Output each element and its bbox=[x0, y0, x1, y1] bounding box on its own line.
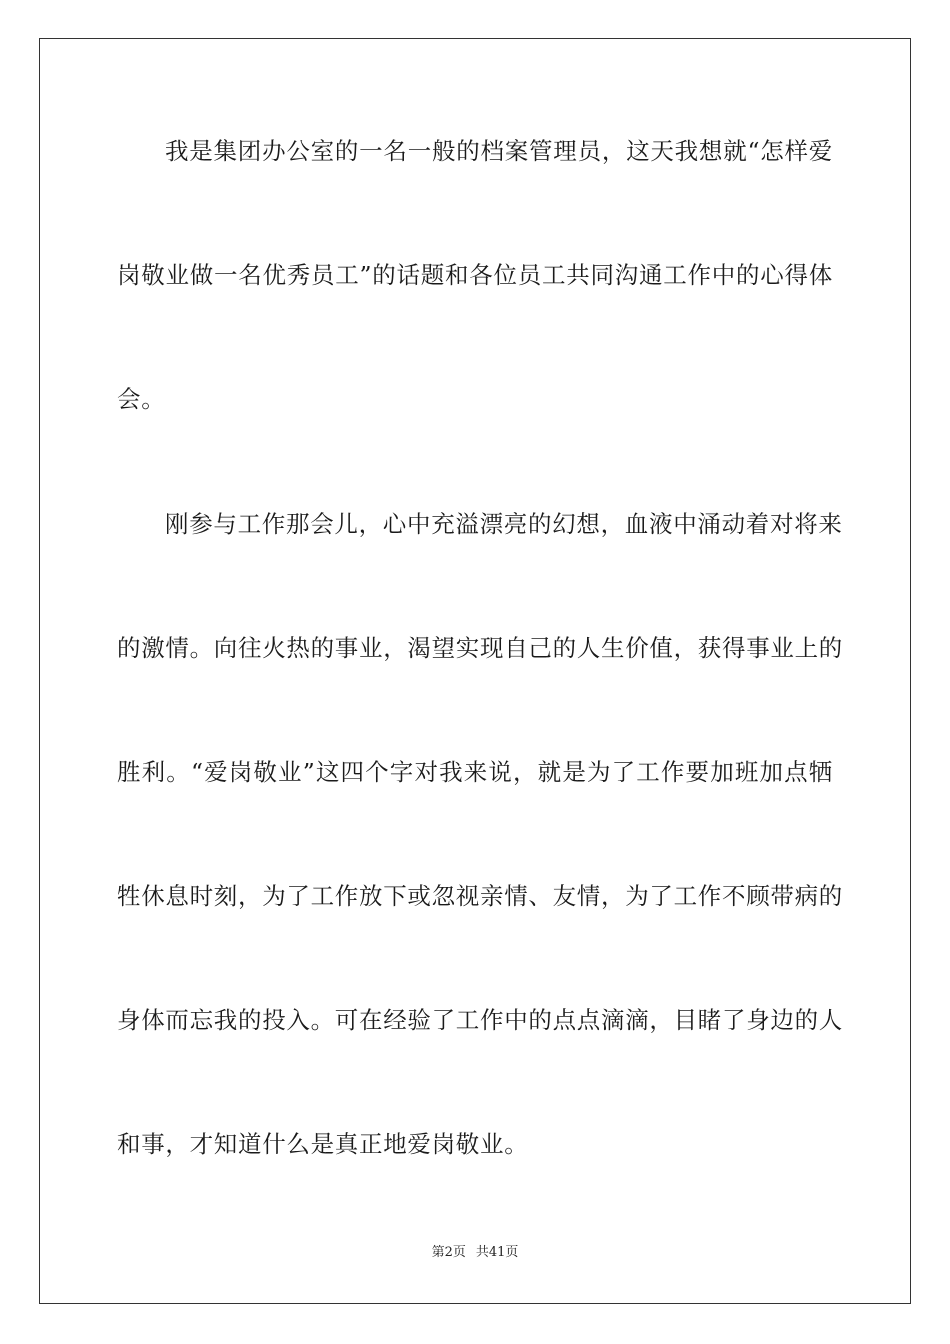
page-total: 共41页 bbox=[475, 1245, 519, 1260]
paragraph-2-line-2: 的激情。向往火热的事业，渴望实现自己的人生价值，获得事业上的 bbox=[117, 634, 843, 662]
page-number: 第2页 bbox=[431, 1245, 466, 1260]
paragraph-2-line-4: 牲休息时刻，为了工作放下或忽视亲情、友情，为了工作不顾带病的 bbox=[117, 882, 843, 910]
paragraph-2-line-1: 刚参与工作那会儿，心中充溢漂亮的幻想，血液中涌动着对将来 bbox=[165, 510, 843, 538]
paragraph-1-line-2: 岗敬业做一名优秀员工”的话题和各位员工共同沟通工作中的心得体 bbox=[117, 261, 833, 289]
paragraph-1-line-3: 会。 bbox=[117, 385, 166, 413]
paragraph-2-line-6: 和事，才知道什么是真正地爱岗敬业。 bbox=[117, 1130, 529, 1158]
paragraph-1-line-1: 我是集团办公室的一名一般的档案管理员，这天我想就“怎样爱 bbox=[165, 137, 833, 165]
paragraph-2-line-3: 胜利。“爱岗敬业”这四个字对我来说，就是为了工作要加班加点牺 bbox=[117, 758, 833, 786]
page-border bbox=[39, 38, 911, 1304]
paragraph-2-line-5: 身体而忘我的投入。可在经验了工作中的点点滴滴，目睹了身边的人 bbox=[117, 1006, 843, 1034]
page-footer bbox=[0, 1244, 950, 1262]
